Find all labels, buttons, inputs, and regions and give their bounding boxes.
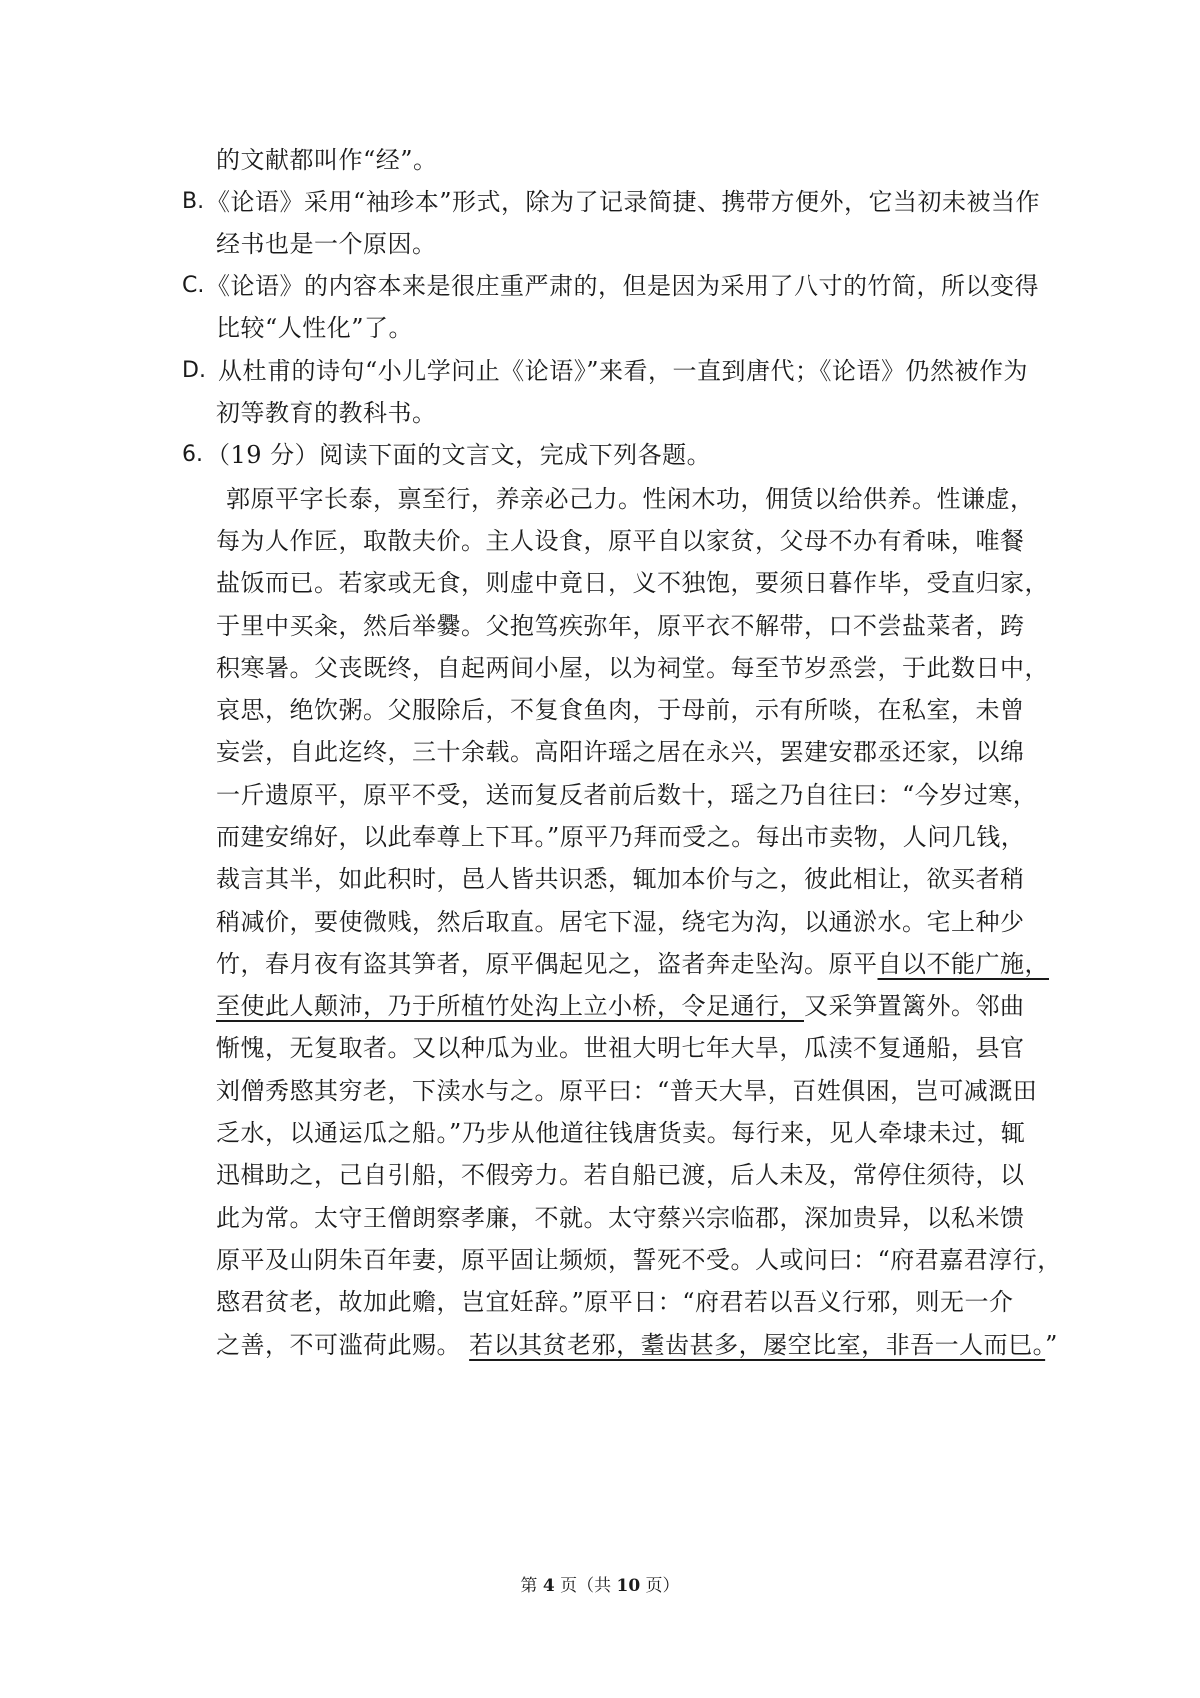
question-prompt: （19 分）阅读下面的文言文，完成下列各题。 <box>206 441 712 469</box>
option-c-line-1: 《论语》的内容本来是很庄重严肃的，但是因为采用了八寸的竹简，所以变得 <box>206 272 1039 300</box>
passage-line: 稍减价，要使微贱，然后取直。居宅下湿，绕宅为沟，以通淤水。宅上种少 <box>216 908 1025 936</box>
page-number: 4 <box>542 1576 555 1596</box>
passage-line: 妄尝，自此迄终，三十余载。高阳许瑶之居在永兴，罢建安郡丞还家，以绵 <box>216 738 1025 766</box>
passage-line: 哀思，绝饮粥。父服除后，不复食鱼肉，于母前，示有所啖，在私室，未曾 <box>216 696 1025 724</box>
passage-line: 乏水，以通运瓜之船。”乃步从他道往钱唐货卖。每行来，见人牵埭未过，辄 <box>216 1119 1026 1147</box>
underlined-sentence: 自以不能广施， <box>877 950 1049 978</box>
text-line: 的文献都叫作“经”。 <box>216 146 438 174</box>
option-label-c: C. <box>182 273 205 298</box>
underlined-sentence: 若以其贫老邪，耋齿甚多，屡空比室，非吾一人而巳。 <box>469 1331 1046 1359</box>
passage-line: 此为常。太守王僧朗察孝廉，不就。太守蔡兴宗临郡，深加贵异，以私米馈 <box>216 1204 1025 1232</box>
passage-line: 而建安绵好，以此奉尊上下耳。”原平乃拜而受之。每出市卖物，人问几钱， <box>216 823 1026 851</box>
passage-line: 原平及山阴朱百年妻，原平固让频烦，誓死不受。人或问曰：“府君嘉君淳行， <box>216 1246 1062 1274</box>
passage-line: 惭愧，无复取者。又以种瓜为业。世祖大明七年大旱，瓜渎不复通船，县官 <box>216 1034 1025 1062</box>
passage-line: 郭原平字长泰，禀至行，养亲必己力。性闲木功，佣赁以给供养。性谦虚， <box>226 485 1035 513</box>
option-b-line-1: 《论语》采用“袖珍本”形式，除为了记录简捷、携带方便外，它当初未被当作 <box>206 188 1041 216</box>
passage-line: 愍君贫老，故加此赡，岂宜妊辞。”原平日：“府君若以吾义行邪，则无一介 <box>216 1288 1014 1316</box>
passage-line: 于里中买籴，然后举爨。父抱笃疾弥年，原平衣不解带，口不尝盐菜者，跨 <box>216 612 1025 640</box>
passage-line: 裁言其半，如此积时，邑人皆共识悉，辄加本价与之，彼此相让，欲买者稍 <box>216 865 1025 893</box>
page-total: 10 <box>616 1576 641 1596</box>
option-d-line-2: 初等教育的教科书。 <box>216 399 437 427</box>
passage-line: 迅楫助之，己自引船，不假旁力。若自船已渡，后人未及，常停住须待，以 <box>216 1161 1025 1189</box>
passage-line: 一斤遗原平，原平不受，送而复反者前后数十，瑶之乃自往曰：“今岁过寒， <box>216 781 1038 809</box>
passage-line: 积寒暑。父丧既终，自起两间小屋，以为祠堂。每至节岁烝尝，于此数日中， <box>216 654 1049 682</box>
option-label-d: D. <box>182 358 206 383</box>
option-label-b: B. <box>182 189 205 214</box>
underlined-sentence: 至使此人颠沛，乃于所植竹处沟上立小桥，令足通行， <box>216 992 804 1020</box>
passage-line: 每为人作匠，取散夫价。主人设食，原平自以家贫，父母不办有肴味，唯餐 <box>216 527 1025 555</box>
question-number: 6. <box>182 442 203 467</box>
option-b-line-2: 经书也是一个原因。 <box>216 230 437 258</box>
passage-line: 之善，不可滥荷此赐。 若以其贫老邪，耋齿甚多，屡空比室，非吾一人而巳。” <box>216 1331 1058 1359</box>
passage-line: 盐饭而已。若家或无食，则虚中竟日，义不独饱，要须日暮作毕，受直归家， <box>216 569 1049 597</box>
passage-line: 刘僧秀愍其穷老，下渎水与之。原平曰：“普天大旱，百姓俱困，岂可减溉田 <box>216 1077 1038 1105</box>
passage-line: 竹，春月夜有盗其笋者，原平偶起见之，盗者奔走坠沟。原平自以不能广施， <box>216 950 1049 978</box>
option-d-line-1: 从杜甫的诗句“小儿学问止《论语》”来看，一直到唐代；《论语》仍然被作为 <box>218 357 1029 385</box>
page-footer: 第 4 页（共 10 页） <box>520 1576 680 1596</box>
passage-line: 至使此人颠沛，乃于所植竹处沟上立小桥，令足通行，又采笋置篱外。邻曲 <box>216 992 1025 1020</box>
option-c-line-2: 比较“人性化”了。 <box>216 314 414 342</box>
